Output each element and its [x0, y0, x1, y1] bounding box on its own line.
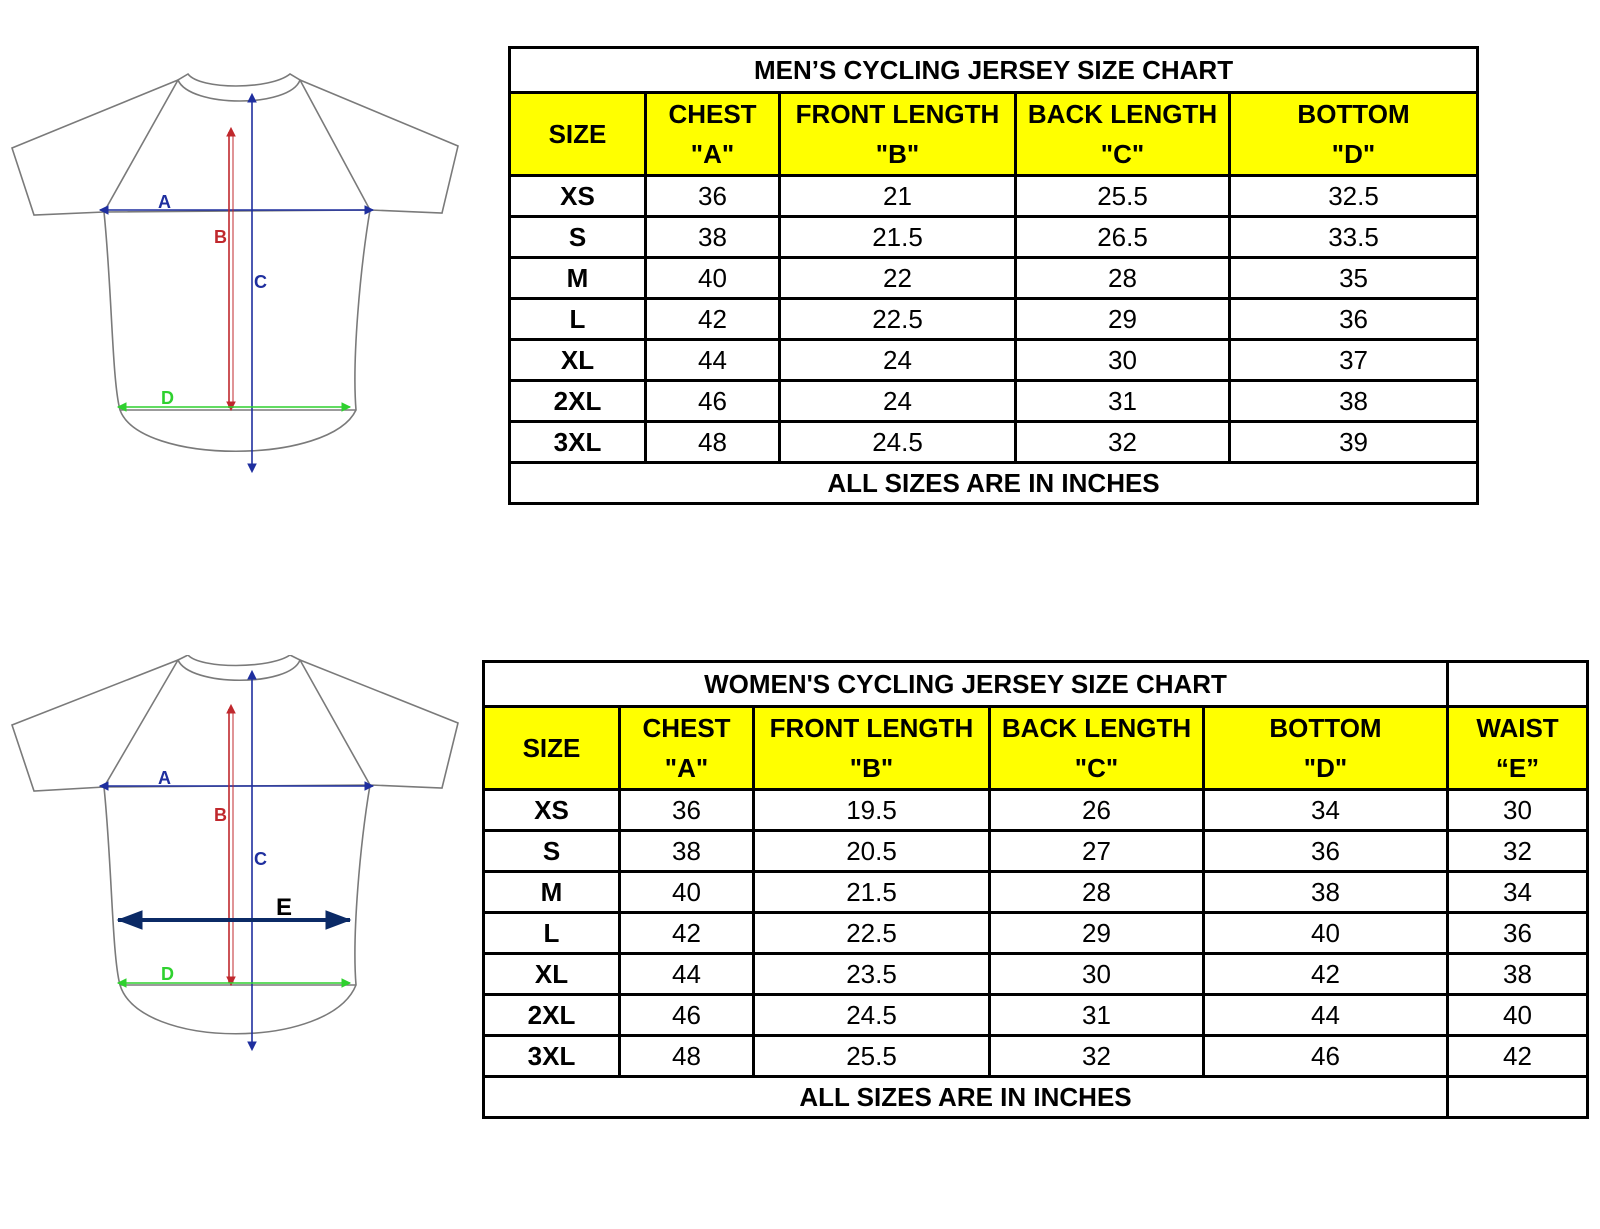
size-cell: L	[484, 913, 620, 954]
front-length-cell: 21.5	[754, 872, 990, 913]
mens-jersey-diagram	[0, 60, 480, 480]
chest-cell: 44	[620, 954, 754, 995]
bottom-cell: 37	[1230, 340, 1478, 381]
units-note: ALL SIZES ARE IN INCHES	[510, 463, 1478, 504]
back-length-cell: 31	[1016, 381, 1230, 422]
chest-cell: 46	[620, 995, 754, 1036]
front-length-cell: 20.5	[754, 831, 990, 872]
back-length-cell: 26.5	[1016, 217, 1230, 258]
table-row	[484, 1036, 1588, 1077]
table-row	[510, 258, 1478, 299]
front-length-cell: 24	[780, 381, 1016, 422]
table-row	[510, 299, 1478, 340]
front-length-cell: 22.5	[754, 913, 990, 954]
chest-cell: 38	[620, 831, 754, 872]
size-cell: S	[484, 831, 620, 872]
column-header-bottom: BOTTOM "D"	[1204, 707, 1448, 790]
back-length-cell: 25.5	[1016, 176, 1230, 217]
chest-cell: 38	[646, 217, 780, 258]
bottom-cell: 44	[1204, 995, 1448, 1036]
back-length-cell: 27	[990, 831, 1204, 872]
bottom-cell: 36	[1230, 299, 1478, 340]
chest-cell: 42	[646, 299, 780, 340]
dimension-d-label: D	[161, 388, 174, 408]
dimension-c-label: C	[254, 849, 267, 869]
front-length-cell: 21.5	[780, 217, 1016, 258]
size-cell: S	[510, 217, 646, 258]
table-row	[510, 340, 1478, 381]
size-cell: XS	[510, 176, 646, 217]
chest-cell: 42	[620, 913, 754, 954]
table-row	[510, 422, 1478, 463]
dimension-a-label: A	[158, 192, 171, 212]
bottom-cell: 35	[1230, 258, 1478, 299]
size-cell: XS	[484, 790, 620, 831]
bottom-cell: 39	[1230, 422, 1478, 463]
back-length-cell: 26	[990, 790, 1204, 831]
back-length-cell: 29	[990, 913, 1204, 954]
chest-cell: 36	[646, 176, 780, 217]
bottom-cell: 33.5	[1230, 217, 1478, 258]
womens-jersey-diagram	[0, 655, 480, 1075]
front-length-cell: 19.5	[754, 790, 990, 831]
waist-cell: 34	[1448, 872, 1588, 913]
chest-cell: 44	[646, 340, 780, 381]
table-row	[510, 176, 1478, 217]
table-row	[484, 872, 1588, 913]
chest-cell: 40	[646, 258, 780, 299]
dimension-d-label: D	[161, 964, 174, 984]
dimension-e-label: E	[276, 894, 293, 921]
back-length-cell: 28	[990, 872, 1204, 913]
chest-cell: 46	[646, 381, 780, 422]
column-header-bottom: BOTTOM "D"	[1230, 93, 1478, 176]
table-row	[484, 790, 1588, 831]
table-row	[484, 954, 1588, 995]
bottom-cell: 36	[1204, 831, 1448, 872]
front-length-cell: 22.5	[780, 299, 1016, 340]
back-length-cell: 32	[990, 1036, 1204, 1077]
size-cell: XL	[510, 340, 646, 381]
womens-chart-title: WOMEN'S CYCLING JERSEY SIZE CHART	[484, 662, 1448, 707]
column-header-size: SIZE	[510, 93, 646, 176]
front-length-cell: 25.5	[754, 1036, 990, 1077]
waist-cell: 40	[1448, 995, 1588, 1036]
bottom-cell: 42	[1204, 954, 1448, 995]
back-length-cell: 30	[1016, 340, 1230, 381]
back-length-cell: 30	[990, 954, 1204, 995]
bottom-cell: 34	[1204, 790, 1448, 831]
column-header-front-length: FRONT LENGTH "B"	[780, 93, 1016, 176]
chest-cell: 40	[620, 872, 754, 913]
bottom-cell: 38	[1204, 872, 1448, 913]
front-length-cell: 23.5	[754, 954, 990, 995]
table-row	[484, 995, 1588, 1036]
size-cell: 2XL	[510, 381, 646, 422]
jersey-outline-image	[0, 655, 480, 1075]
chest-cell: 48	[620, 1036, 754, 1077]
size-cell: 3XL	[510, 422, 646, 463]
bottom-cell: 38	[1230, 381, 1478, 422]
front-length-cell: 24.5	[780, 422, 1016, 463]
front-length-cell: 21	[780, 176, 1016, 217]
size-cell: 3XL	[484, 1036, 620, 1077]
table-row	[484, 831, 1588, 872]
front-length-cell: 24.5	[754, 995, 990, 1036]
column-header-front-length: FRONT LENGTH "B"	[754, 707, 990, 790]
waist-cell: 38	[1448, 954, 1588, 995]
back-length-cell: 29	[1016, 299, 1230, 340]
chest-cell: 36	[620, 790, 754, 831]
mens-chart-title: MEN’S CYCLING JERSEY SIZE CHART	[510, 48, 1478, 93]
dimension-a-label: A	[158, 768, 171, 788]
chest-cell: 48	[646, 422, 780, 463]
mens-size-chart-table	[508, 46, 1479, 505]
bottom-cell: 32.5	[1230, 176, 1478, 217]
column-header-chest: CHEST "A"	[620, 707, 754, 790]
waist-cell: 30	[1448, 790, 1588, 831]
waist-cell: 36	[1448, 913, 1588, 954]
back-length-cell: 32	[1016, 422, 1230, 463]
size-cell: L	[510, 299, 646, 340]
size-cell: XL	[484, 954, 620, 995]
womens-size-chart-table	[482, 660, 1589, 1119]
column-header-size: SIZE	[484, 707, 620, 790]
dimension-b-label: B	[214, 805, 227, 825]
front-length-cell: 24	[780, 340, 1016, 381]
dimension-c-label: C	[254, 272, 267, 292]
column-header-back-length: BACK LENGTH "C"	[1016, 93, 1230, 176]
column-header-chest: CHEST "A"	[646, 93, 780, 176]
waist-cell: 42	[1448, 1036, 1588, 1077]
bottom-cell: 46	[1204, 1036, 1448, 1077]
back-length-cell: 28	[1016, 258, 1230, 299]
table-row	[510, 217, 1478, 258]
dimension-b-label: B	[214, 227, 227, 247]
table-row	[484, 913, 1588, 954]
units-note: ALL SIZES ARE IN INCHES	[484, 1077, 1448, 1118]
column-header-waist: WAIST “E”	[1448, 707, 1588, 790]
jersey-outline-image	[0, 60, 480, 480]
table-row	[510, 381, 1478, 422]
size-cell: 2XL	[484, 995, 620, 1036]
column-header-back-length: BACK LENGTH "C"	[990, 707, 1204, 790]
size-cell: M	[510, 258, 646, 299]
front-length-cell: 22	[780, 258, 1016, 299]
back-length-cell: 31	[990, 995, 1204, 1036]
size-cell: M	[484, 872, 620, 913]
waist-cell: 32	[1448, 831, 1588, 872]
bottom-cell: 40	[1204, 913, 1448, 954]
